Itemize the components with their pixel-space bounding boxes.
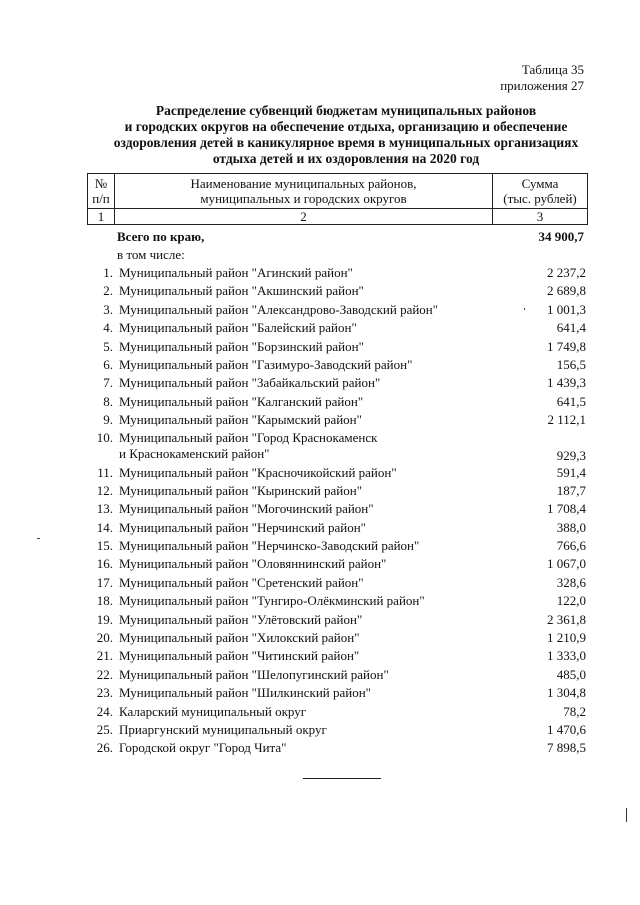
row-value: 388,0	[556, 519, 586, 535]
row-number: 9.	[103, 412, 113, 428]
row-number: 12.	[96, 482, 113, 498]
header-name	[115, 174, 493, 209]
row-value: 485,0	[556, 666, 586, 682]
including-row	[87, 247, 588, 264]
table-row	[87, 592, 588, 610]
row-number: 25.	[96, 721, 113, 737]
rows-container	[87, 264, 588, 758]
title-line: Распределение субвенций бюджетам муниципальных районов	[155, 103, 537, 118]
row-name: Муниципальный район "Акшинский район"	[119, 283, 364, 299]
row-value: 2 689,8	[547, 283, 586, 299]
row-name: Муниципальный район "Борзинский район"	[119, 338, 364, 354]
header-sum	[493, 174, 588, 209]
row-number: 6.	[103, 356, 113, 372]
column-number: 3	[493, 209, 588, 225]
table-row	[87, 319, 588, 337]
row-name: Муниципальный район "Балейский район"	[119, 320, 357, 336]
header-text: п/п	[92, 191, 110, 206]
title-line: отдыха детей и их оздоровления на 2020 год	[212, 151, 480, 166]
row-name: Муниципальный район "Александрово-Заводский район"	[119, 301, 439, 317]
table-row	[87, 411, 588, 429]
row-number: 17.	[96, 574, 113, 590]
row-number: 20.	[96, 630, 113, 646]
table-row	[87, 647, 588, 665]
row-value: 2 237,2	[547, 264, 586, 280]
row-name: Муниципальный район "Красночикойский район"	[119, 464, 397, 480]
row-name: Муниципальный район "Газимуро-Заводский район"	[119, 356, 413, 372]
title-line: оздоровления детей в каникулярное время в муниципальных организациях	[113, 135, 579, 150]
row-value: 929,3	[556, 447, 586, 463]
row-name	[119, 430, 479, 462]
row-value: 7 898,5	[547, 740, 586, 756]
table-reference	[500, 62, 584, 94]
row-number: 23.	[96, 685, 113, 701]
scan-speck	[524, 308, 525, 310]
row-value: 1 749,8	[547, 338, 586, 354]
title-line: и городских округов на обеспечение отдыха, организацию и обеспечение	[124, 119, 568, 134]
row-number: 26.	[96, 740, 113, 756]
row-number: 18.	[96, 593, 113, 609]
row-number: 15.	[96, 538, 113, 554]
row-number: 24.	[96, 703, 113, 719]
appendix-number: приложения 27	[500, 78, 584, 93]
row-value: 1 708,4	[547, 501, 586, 517]
row-value: 1 470,6	[547, 721, 586, 737]
header-text: Наименование муниципальных районов,	[190, 176, 417, 191]
row-number: 2.	[103, 283, 113, 299]
row-number: 4.	[103, 320, 113, 336]
table-row	[87, 629, 588, 647]
table-row	[87, 519, 588, 537]
row-number: 3.	[103, 301, 113, 317]
row-name: Городской округ "Город Чита"	[119, 740, 287, 756]
table-row	[87, 430, 588, 464]
row-number: 13.	[96, 501, 113, 517]
row-name: Муниципальный район "Могочинский район"	[119, 501, 374, 517]
row-number: 22.	[96, 666, 113, 682]
row-name: Муниципальный район "Тунгиро-Олёкминский район"	[119, 593, 425, 609]
row-number: 14.	[96, 519, 113, 535]
row-value: 1 439,3	[547, 375, 586, 391]
table-row	[87, 393, 588, 411]
row-value: 2 361,8	[547, 611, 586, 627]
table-row	[87, 301, 588, 319]
row-name: Муниципальный район "Улётовский район"	[119, 611, 363, 627]
column-number: 2	[115, 209, 493, 225]
row-number: 21.	[96, 648, 113, 664]
row-number: 11.	[97, 464, 113, 480]
row-number: 7.	[103, 375, 113, 391]
including-label: в том числе:	[117, 247, 185, 262]
row-name: Муниципальный район "Нерчинский район"	[119, 519, 366, 535]
header-text: муниципальных и городских округов	[200, 191, 407, 206]
row-name: Муниципальный район "Карымский район"	[119, 412, 362, 428]
row-value: 1 001,3	[547, 301, 586, 317]
header-text: (тыс. рублей)	[503, 191, 577, 206]
header-text: №	[94, 176, 108, 191]
table-row	[87, 464, 588, 482]
total-row	[87, 229, 588, 247]
table-row	[87, 500, 588, 518]
total-label: Всего по краю,	[117, 229, 205, 244]
row-value: 641,5	[556, 393, 586, 409]
table-row	[87, 611, 588, 629]
table-body	[87, 229, 588, 758]
table-number: Таблица 35	[521, 62, 584, 77]
row-value: 2 112,1	[547, 412, 586, 428]
row-value: 766,6	[556, 538, 586, 554]
row-value: 187,7	[556, 482, 586, 498]
row-name: Муниципальный район "Шелопугинский район"	[119, 666, 389, 682]
row-name: Муниципальный район "Кыринский район"	[119, 482, 363, 498]
scan-speck	[37, 538, 40, 539]
closing-divider	[303, 778, 381, 779]
row-name: Муниципальный район "Читинский район"	[119, 648, 360, 664]
row-value: 328,6	[556, 574, 586, 590]
table-row	[87, 374, 588, 392]
row-name-line: Муниципальный район "Город Краснокаменск	[119, 429, 378, 445]
table-row	[87, 574, 588, 592]
table-row	[87, 684, 588, 702]
row-name: Муниципальный район "Оловяннинский район"	[119, 556, 387, 572]
table-row	[87, 703, 588, 721]
table-row	[87, 282, 588, 300]
header-number	[88, 174, 115, 209]
row-value: 641,4	[556, 320, 586, 336]
row-value: 1 210,9	[547, 630, 586, 646]
table-row	[87, 338, 588, 356]
row-value: 156,5	[556, 356, 586, 372]
row-number: 19.	[96, 611, 113, 627]
table-row	[87, 264, 588, 282]
row-name: Муниципальный район "Хилокский район"	[119, 630, 360, 646]
document-title	[96, 103, 596, 167]
row-name: Каларский муниципальный округ	[119, 703, 307, 719]
scan-edge-mark	[626, 808, 627, 822]
table-row	[87, 482, 588, 500]
row-value: 1 333,0	[547, 648, 586, 664]
row-name: Муниципальный район "Забайкальский район"	[119, 375, 381, 391]
row-name: Муниципальный район "Калганский район"	[119, 393, 364, 409]
total-value: 34 900,7	[538, 229, 584, 244]
row-number: 10.	[96, 429, 113, 445]
row-number: 1.	[103, 265, 113, 280]
row-value: 1 304,8	[547, 685, 586, 701]
row-name: Муниципальный район "Шилкинский район"	[119, 685, 371, 701]
table-row	[87, 721, 588, 739]
row-name: Приаргунский муниципальный округ	[119, 721, 327, 737]
table-row	[87, 739, 588, 757]
table-row	[87, 356, 588, 374]
row-number: 16.	[96, 556, 113, 572]
table-row	[87, 555, 588, 573]
table-header	[87, 173, 588, 225]
row-name-line: и Краснокаменский район"	[119, 445, 270, 461]
row-number: 8.	[103, 393, 113, 409]
row-name: Муниципальный район "Нерчинско-Заводский район"	[119, 538, 420, 554]
row-value: 122,0	[556, 593, 586, 609]
row-value: 1 067,0	[547, 556, 586, 572]
table-row	[87, 537, 588, 555]
header-text: Сумма	[521, 176, 559, 191]
row-name: Муниципальный район "Сретенский район"	[119, 574, 364, 590]
row-value: 591,4	[556, 464, 586, 480]
row-number: 5.	[103, 338, 113, 354]
row-name: Муниципальный район "Агинский район"	[119, 265, 353, 280]
row-value: 78,2	[563, 703, 586, 719]
column-number: 1	[88, 209, 115, 225]
table-row	[87, 666, 588, 684]
